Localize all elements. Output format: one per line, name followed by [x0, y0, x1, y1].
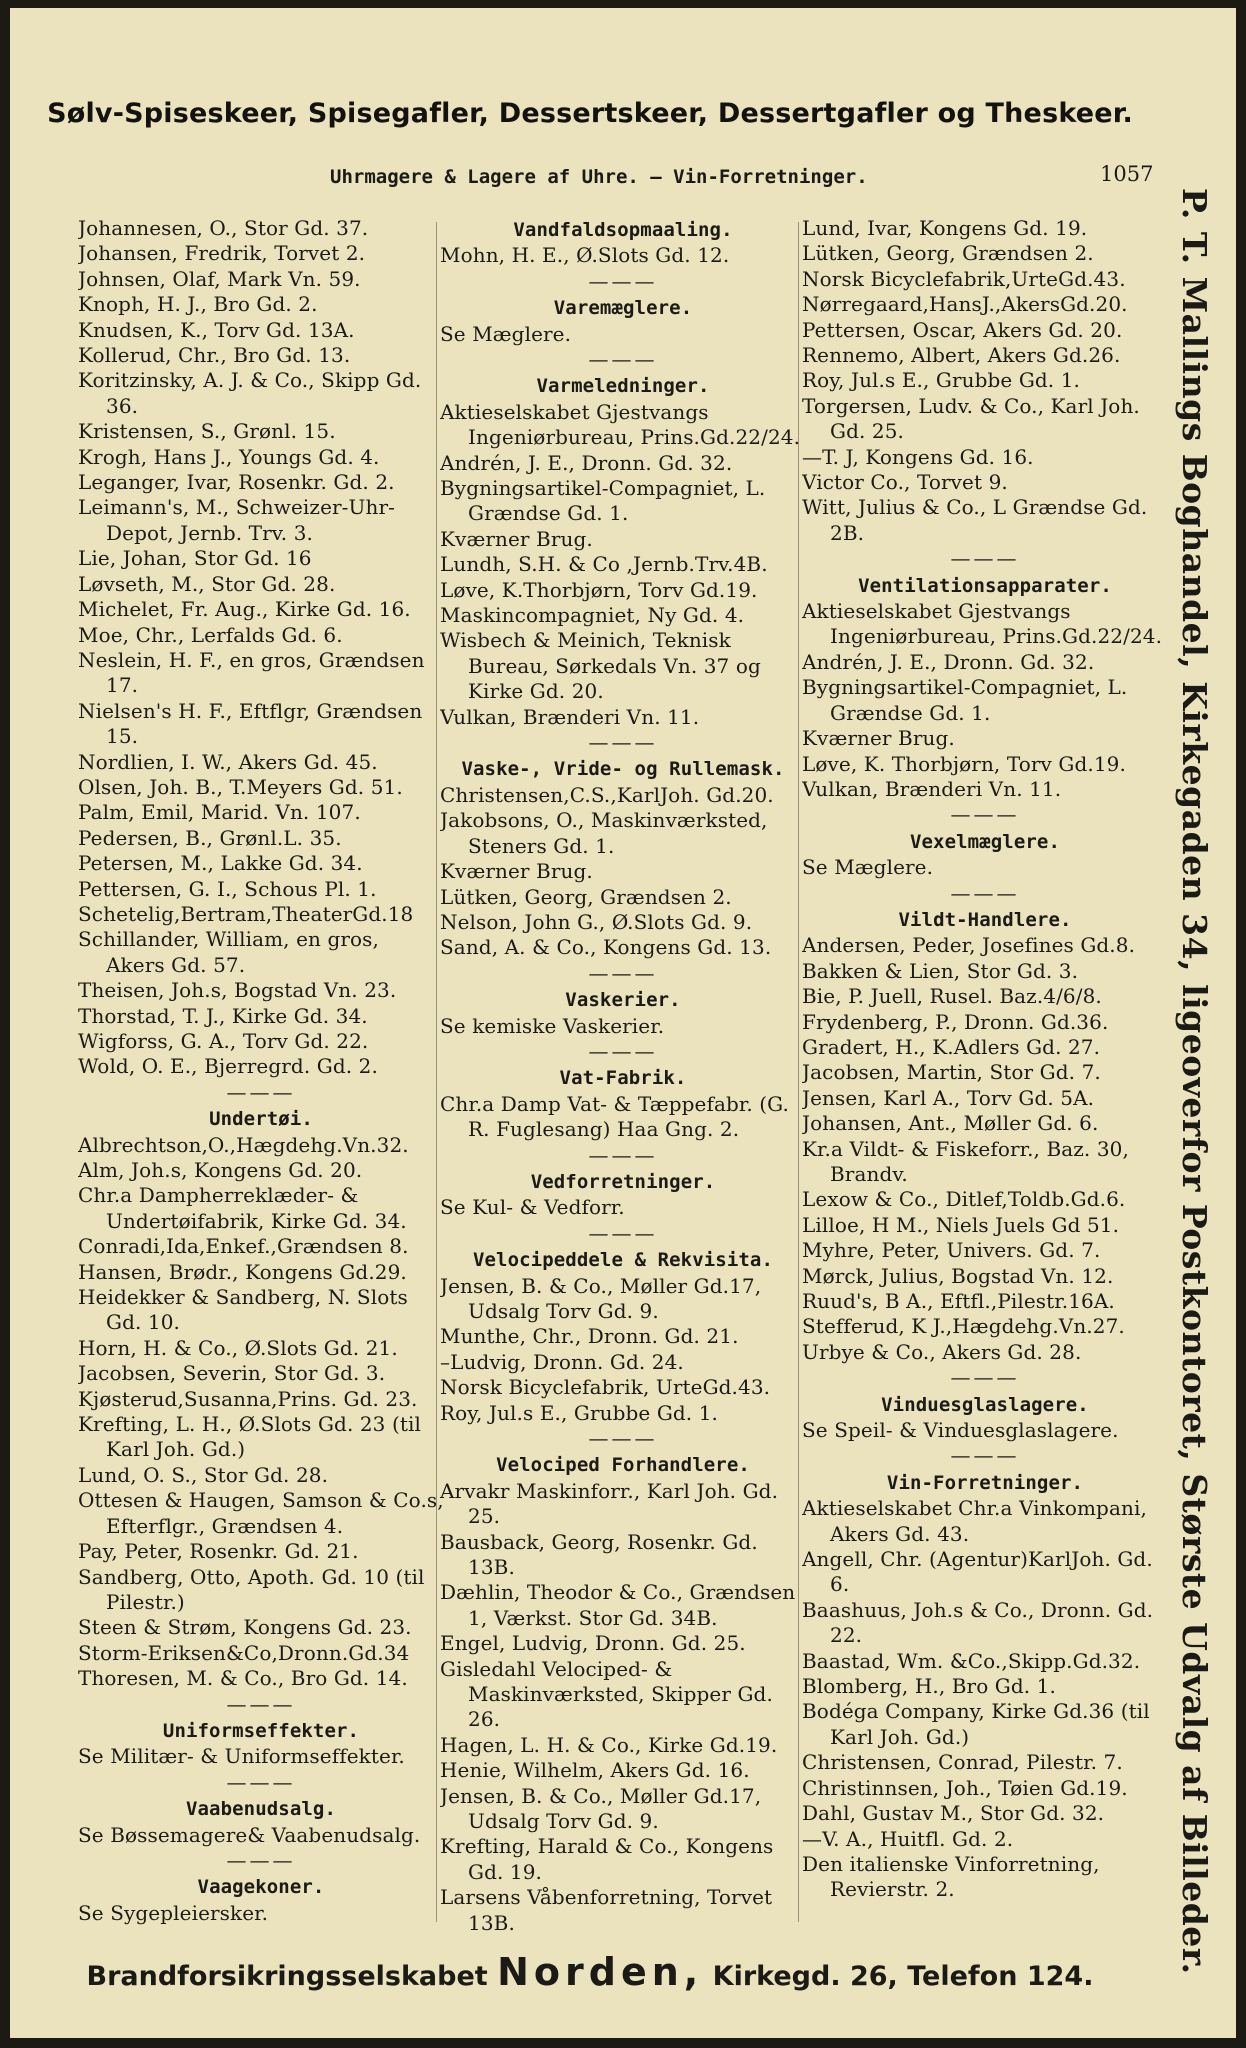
directory-entry: Vulkan, Brænderi Vn. 11. [440, 704, 700, 729]
category-heading: Vinduesglaslagere. [881, 1393, 1089, 1416]
directory-entry: Norsk Bicyclefabrik,UrteGd.43. [802, 266, 1126, 291]
directory-entry: Jacobsen, Martin, Stor Gd. 7. [802, 1060, 1101, 1085]
directory-entry: Alm, Joh.s, Kongens Gd. 20. [78, 1158, 363, 1183]
directory-entry: Knoph, H. J., Bro Gd. 2. [78, 292, 318, 317]
category-heading: Vaabenudsalg. [185, 1798, 336, 1821]
directory-entry: Theisen, Joh.s, Bogstad Vn. 23. [78, 978, 397, 1003]
directory-entry: Johnsen, Olaf, Mark Vn. 59. [78, 266, 361, 291]
directory-entry: Pedersen, B., Grønl.L. 35. [78, 825, 342, 850]
directory-entry: Thorstad, T. J., Kirke Gd. 34. [78, 1003, 368, 1028]
directory-entry: Palm, Emil, Marid. Vn. 107. [78, 800, 361, 825]
directory-entry: Johansen, Ant., Møller Gd. 6. [802, 1111, 1099, 1136]
section-divider: ——— [588, 730, 658, 755]
directory-entry: Urbye & Co., Akers Gd. 28. [802, 1339, 1082, 1364]
category-heading: Vat-Fabrik. [559, 1067, 687, 1090]
directory-entry: Bygningsartikel-Compagniet, L. Grændse Gd. 1. [440, 476, 766, 526]
directory-entry: Krogh, Hans J., Youngs Gd. 4. [78, 444, 380, 469]
directory-entry: Gradert, H., K.Adlers Gd. 27. [802, 1034, 1101, 1059]
directory-entry: Torgersen, Ludv. & Co., Karl Joh. Gd. 25. [802, 393, 1140, 444]
section-subheader: Uhrmagere & Lagere af Uhre. — Vin-Forretninger. [330, 166, 868, 188]
directory-entry: Sand, A. & Co., Kongens Gd. 13. [440, 935, 772, 960]
section-divider: ——— [950, 1365, 1020, 1390]
directory-entry: Lie, Johan, Stor Gd. 16 [78, 546, 312, 571]
directory-entry: Se Militær- & Uniformseffekter. [78, 1744, 405, 1769]
directory-entry: Lilloe, H M., Niels Juels Gd 51. [802, 1212, 1120, 1237]
company-address: Kirkegd. 26, Telefon 124. [712, 1961, 1094, 1992]
directory-entry: Sandberg, Otto, Apoth. Gd. 10 (til Pilestr.) [78, 1564, 425, 1614]
directory-entry: Arvakr Maskinforr., Karl Joh. Gd. 25. [440, 1478, 779, 1529]
directory-entry: Pettersen, G. I., Schous Pl. 1. [78, 876, 377, 901]
category-heading: Velocipeddele & Rekvisita. [472, 1249, 773, 1272]
insurance-company-label: Brandforsikringsselskabet [86, 1961, 488, 1992]
directory-entry: Baastad, Wm. &Co.,Skipp.Gd.32. [802, 1648, 1141, 1673]
section-divider: ——— [588, 1425, 658, 1450]
company-name: Norden, [497, 1950, 704, 1994]
directory-entry: Munthe, Chr., Dronn. Gd. 21. [440, 1324, 739, 1349]
section-divider: ——— [588, 268, 658, 293]
directory-entry: Kværner Brug. [440, 526, 593, 551]
directory-entry: Conradi,Ida,Enkef.,Grændsen 8. [78, 1234, 409, 1259]
directory-entry: Hansen, Brødr., Kongens Gd.29. [78, 1259, 407, 1284]
section-divider: ——— [950, 802, 1020, 827]
directory-entry: Christensen, Conrad, Pilestr. 7. [802, 1750, 1123, 1775]
directory-entry: Vulkan, Brænderi Vn. 11. [802, 776, 1062, 801]
directory-entry: Kr.a Vildt- & Fiskeforr., Baz. 30, Brandv. [802, 1136, 1129, 1186]
directory-entry: Johansen, Fredrik, Torvet 2. [78, 241, 366, 266]
directory-entry: Jacobsen, Severin, Stor Gd. 3. [78, 1361, 386, 1386]
directory-entry: Pettersen, Oscar, Akers Gd. 20. [802, 317, 1123, 342]
category-heading: Varmeledninger. [536, 375, 710, 398]
directory-entry: Wisbech & Meinich, Teknisk Bureau, Sørkedals Vn. 37 og Kirke Gd. 20. [440, 628, 761, 704]
section-divider: ——— [588, 1142, 658, 1167]
directory-entry: Andrén, J. E., Dronn. Gd. 32. [440, 450, 733, 475]
directory-entry: Bakken & Lien, Stor Gd. 3. [802, 958, 1079, 983]
directory-entry: Ottesen & Haugen, Samson & Co.s, Efterflgr., Grændsen 4. [78, 1488, 444, 1538]
section-divider: ——— [226, 1691, 296, 1716]
directory-entry: Ruud's, B A., Eftfl.,Pilestr.16A. [802, 1289, 1115, 1314]
section-divider: ——— [950, 880, 1020, 905]
directory-entry: Mørck, Julius, Bogstad Vn. 12. [802, 1263, 1114, 1288]
directory-entry: Neslein, H. F., en gros, Grændsen 17. [78, 647, 425, 698]
directory-entry: Heidekker & Sandberg, N. Slots Gd. 10. [78, 1285, 408, 1335]
directory-entry: —T. J, Kongens Gd. 16. [802, 444, 1034, 469]
directory-entry: Dahl, Gustav M., Stor Gd. 32. [802, 1801, 1105, 1826]
directory-entry: Angell, Chr. (Agentur)KarlJoh. Gd. 6. [802, 1547, 1153, 1597]
directory-entry: Bodéga Company, Kirke Gd.36 (til Karl Joh. Gd.) [802, 1699, 1150, 1749]
category-heading: Vexelmæglere. [909, 830, 1060, 853]
directory-entry: Bausback, Georg, Rosenkr. Gd. 13B. [440, 1529, 758, 1579]
directory-entry: Se Mæglere. [802, 855, 934, 880]
directory-entry: Krefting, L. H., Ø.Slots Gd. 23 (til Karl Joh. Gd.) [78, 1412, 421, 1462]
directory-entry: –Ludvig, Dronn. Gd. 24. [440, 1349, 684, 1374]
directory-entry: Andrén, J. E., Dronn. Gd. 32. [802, 649, 1095, 674]
section-divider: ——— [588, 960, 658, 985]
directory-entry: Nelson, John G., Ø.Slots Gd. 9. [440, 909, 753, 934]
section-divider: ——— [588, 347, 658, 372]
directory-entry: Larsens Våbenforretning, Torvet 13B. [440, 1885, 773, 1935]
section-divider: ——— [588, 1220, 658, 1245]
section-divider: ——— [950, 546, 1020, 571]
section-divider: ——— [950, 1443, 1020, 1468]
directory-entry: Kristensen, S., Grønl. 15. [78, 419, 336, 444]
directory-entry: Myhre, Peter, Univers. Gd. 7. [802, 1238, 1101, 1263]
top-advertisement-banner: Sølv-Spiseskeer, Spisegafler, Dessertskeer, Dessertgafler og Theskeer. [47, 98, 1133, 129]
directory-entry: Storm-Eriksen&Co,Dronn.Gd.34 [78, 1640, 410, 1665]
directory-entry: Frydenberg, P., Dronn. Gd.36. [802, 1009, 1109, 1034]
directory-entry: Bygningsartikel-Compagniet, L. Grændse Gd. 1. [802, 675, 1128, 725]
directory-entry: Wold, O. E., Bjerregrd. Gd. 2. [78, 1054, 378, 1079]
directory-entry: Albrechtson,O.,Hægdehg.Vn.32. [78, 1132, 409, 1157]
directory-entry: Maskincompagniet, Ny Gd. 4. [440, 603, 745, 628]
page-number: 1057 [1100, 162, 1154, 186]
directory-entry: Hagen, L. H. & Co., Kirke Gd.19. [440, 1732, 778, 1757]
directory-entry: Blomberg, H., Bro Gd. 1. [802, 1674, 1056, 1699]
section-divider: ——— [226, 1079, 296, 1104]
category-heading: Ventilationsapparater. [858, 574, 1112, 597]
category-heading: Velociped Forhandlere. [496, 1454, 750, 1477]
directory-entry: Baashuus, Joh.s & Co., Dronn. Gd. 22. [802, 1597, 1154, 1648]
listing-column-3 [802, 216, 1168, 1903]
directory-entry: Olsen, Joh. B., T.Meyers Gd. 51. [78, 774, 403, 799]
directory-entry: Se Mæglere. [440, 321, 572, 346]
directory-entry: Koritzinsky, A. J. & Co., Skipp Gd. 36. [78, 368, 422, 418]
directory-entry: Roy, Jul.s E., Grubbe Gd. 1. [802, 368, 1080, 393]
category-heading: Vildt-Handlere. [898, 908, 1072, 931]
directory-entry: Jakobsons, O., Maskinværksted, Steners Gd. 1. [440, 808, 768, 858]
directory-entry: Petersen, M., Lakke Gd. 34. [78, 851, 363, 876]
directory-entry: Nielsen's H. F., Eftflgr, Grændsen 15. [78, 698, 423, 749]
directory-entry: Se Speil- & Vinduesglaslagere. [802, 1418, 1119, 1443]
directory-entry: Aktieselskabet Chr.a Vinkompani, Akers Gd. 43. [802, 1496, 1147, 1546]
directory-entry: Jensen, Karl A., Torv Gd. 5A. [802, 1085, 1095, 1110]
directory-entry: Rennemo, Albert, Akers Gd.26. [802, 343, 1121, 368]
directory-entry: Christensen,C.S.,KarlJoh. Gd.20. [440, 782, 774, 807]
directory-entry: Leganger, Ivar, Rosenkr. Gd. 2. [78, 470, 395, 495]
directory-entry: Løve, K. Thorbjørn, Torv Gd.19. [802, 751, 1126, 776]
directory-entry: Kværner Brug. [802, 726, 955, 751]
category-heading: Vaagekoner. [197, 1876, 325, 1899]
directory-entry: Aktieselskabet Gjestvangs Ingeniørbureau, Prins.Gd.22/24. [802, 599, 1163, 649]
bottom-advertisement-banner [10, 1950, 1170, 1994]
directory-entry: Bie, P. Juell, Rusel. Baz.4/6/8. [802, 984, 1102, 1009]
listing-column-1 [78, 216, 444, 1926]
directory-entry: Lund, O. S., Stor Gd. 28. [78, 1462, 329, 1487]
listing-column-2 [440, 216, 806, 1936]
directory-entry: Henie, Wilhelm, Akers Gd. 16. [440, 1758, 750, 1783]
directory-entry: Lund, Ivar, Kongens Gd. 19. [802, 216, 1088, 240]
category-heading: Vedforretninger. [530, 1170, 716, 1193]
directory-entry: Lütken, Georg, Grændsen 2. [802, 241, 1094, 266]
directory-entry: Nordlien, I. W., Akers Gd. 45. [78, 749, 378, 774]
directory-entry: Se Bøssemagere& Vaabenudsalg. [78, 1822, 421, 1847]
directory-entry: Løve, K.Thorbjørn, Torv Gd.19. [440, 577, 758, 602]
directory-entry: Aktieselskabet Gjestvangs Ingeniørbureau, Prins.Gd.22/24. [440, 399, 801, 450]
directory-entry: Pay, Peter, Rosenkr. Gd. 21. [78, 1539, 359, 1564]
directory-entry: Roy, Jul.s E., Grubbe Gd. 1. [440, 1400, 718, 1425]
category-heading: Varemæglere. [553, 297, 693, 320]
directory-entry: Wigforss, G. A., Torv Gd. 22. [78, 1029, 369, 1053]
category-heading: Vin-Forretninger. [886, 1471, 1084, 1494]
directory-entry: Nørregaard,HansJ.,AkersGd.20. [802, 292, 1128, 317]
directory-entry: Chr.a Dampherreklæder- & Undertøifabrik, Kirke Gd. 34. [78, 1183, 407, 1233]
side-advertisement: P. T. Mallings Boghandel, Kirkegaden 34, ligeoverfor Postkontoret, Største Udvalg af Billeder. [1175, 188, 1214, 1975]
directory-entry: Michelet, Fr. Aug., Kirke Gd. 16. [78, 597, 411, 622]
directory-entry: Mohn, H. E., Ø.Slots Gd. 12. [440, 243, 730, 268]
section-divider: ——— [588, 1038, 658, 1063]
directory-entry: —V. A., Huitfl. Gd. 2. [802, 1826, 1014, 1851]
category-heading: Vaske-, Vride- og Rullemask. [461, 758, 785, 781]
directory-entry: Kollerud, Chr., Bro Gd. 13. [78, 343, 351, 368]
directory-entry: Chr.a Damp Vat- & Tæppefabr. (G. R. Fuglesang) Haa Gng. 2. [440, 1091, 789, 1142]
directory-entry: Krefting, Harald & Co., Kongens Gd. 19. [440, 1834, 774, 1884]
directory-entry: Lundh, S.H. & Co ,Jernb.Trv.4B. [440, 552, 768, 577]
category-heading: Uniformseffekter. [162, 1719, 360, 1742]
directory-entry: Andersen, Peder, Josefines Gd.8. [802, 933, 1136, 958]
directory-entry: Christinnsen, Joh., Tøien Gd.19. [802, 1775, 1128, 1800]
directory-entry: Witt, Julius & Co., L Grændse Gd. 2B. [802, 495, 1148, 545]
directory-entry: Schetelig,Bertram,TheaterGd.18 [78, 901, 414, 926]
directory-entry: Løvseth, M., Stor Gd. 28. [78, 571, 336, 596]
directory-entry: Victor Co., Torvet 9. [802, 470, 1008, 495]
directory-entry: Knudsen, K., Torv Gd. 13A. [78, 317, 355, 342]
directory-entry: Johannesen, O., Stor Gd. 37. [78, 216, 369, 240]
directory-page [10, 8, 1236, 2038]
directory-entry: Se Sygepleiersker. [78, 1900, 269, 1925]
directory-entry: Schillander, William, en gros, Akers Gd. 57. [78, 927, 379, 977]
category-heading: Undertøi. [209, 1108, 313, 1131]
directory-entry: Thoresen, M. & Co., Bro Gd. 14. [78, 1666, 408, 1691]
directory-entry: Steen & Strøm, Kongens Gd. 23. [78, 1615, 412, 1640]
directory-entry: Kværner Brug. [440, 859, 593, 884]
directory-entry: Lexow & Co., Ditlef,Toldb.Gd.6. [802, 1187, 1126, 1212]
section-divider: ——— [226, 1769, 296, 1794]
category-heading: Vaskerier. [565, 989, 681, 1012]
directory-entry: Gisledahl Velociped- & Maskinværksted, Skipper Gd. 26. [440, 1656, 773, 1732]
directory-entry: Se Kul- & Vedforr. [440, 1195, 625, 1220]
directory-entry: Stefferud, K J.,Hægdehg.Vn.27. [802, 1314, 1125, 1339]
directory-entry: Lütken, Georg, Grændsen 2. [440, 884, 732, 909]
directory-entry: Jensen, B. & Co., Møller Gd.17, Udsalg Torv Gd. 9. [440, 1273, 762, 1323]
directory-entry: Den italienske Vinforretning, Revierstr. 2. [802, 1851, 1100, 1902]
directory-entry: Se kemiske Vaskerier. [440, 1013, 665, 1038]
category-heading: Vandfaldsopmaaling. [513, 219, 733, 241]
directory-entry: Dæhlin, Theodor & Co., Grændsen 1, Værkst. Stor Gd. 34B. [440, 1580, 796, 1630]
directory-entry: Norsk Bicyclefabrik, UrteGd.43. [440, 1375, 771, 1400]
directory-entry: Horn, H. & Co., Ø.Slots Gd. 21. [78, 1335, 398, 1360]
directory-entry: Kjøsterud,Susanna,Prins. Gd. 23. [78, 1386, 418, 1411]
directory-entry: Engel, Ludvig, Dronn. Gd. 25. [440, 1631, 746, 1656]
directory-entry: Moe, Chr., Lerfalds Gd. 6. [78, 622, 343, 647]
directory-entry: Leimann's, M., Schweizer-Uhr-Depot, Jernb. Trv. 3. [78, 495, 395, 545]
directory-entry: Jensen, B. & Co., Møller Gd.17, Udsalg Torv Gd. 9. [440, 1783, 762, 1834]
section-divider: ——— [226, 1847, 296, 1872]
